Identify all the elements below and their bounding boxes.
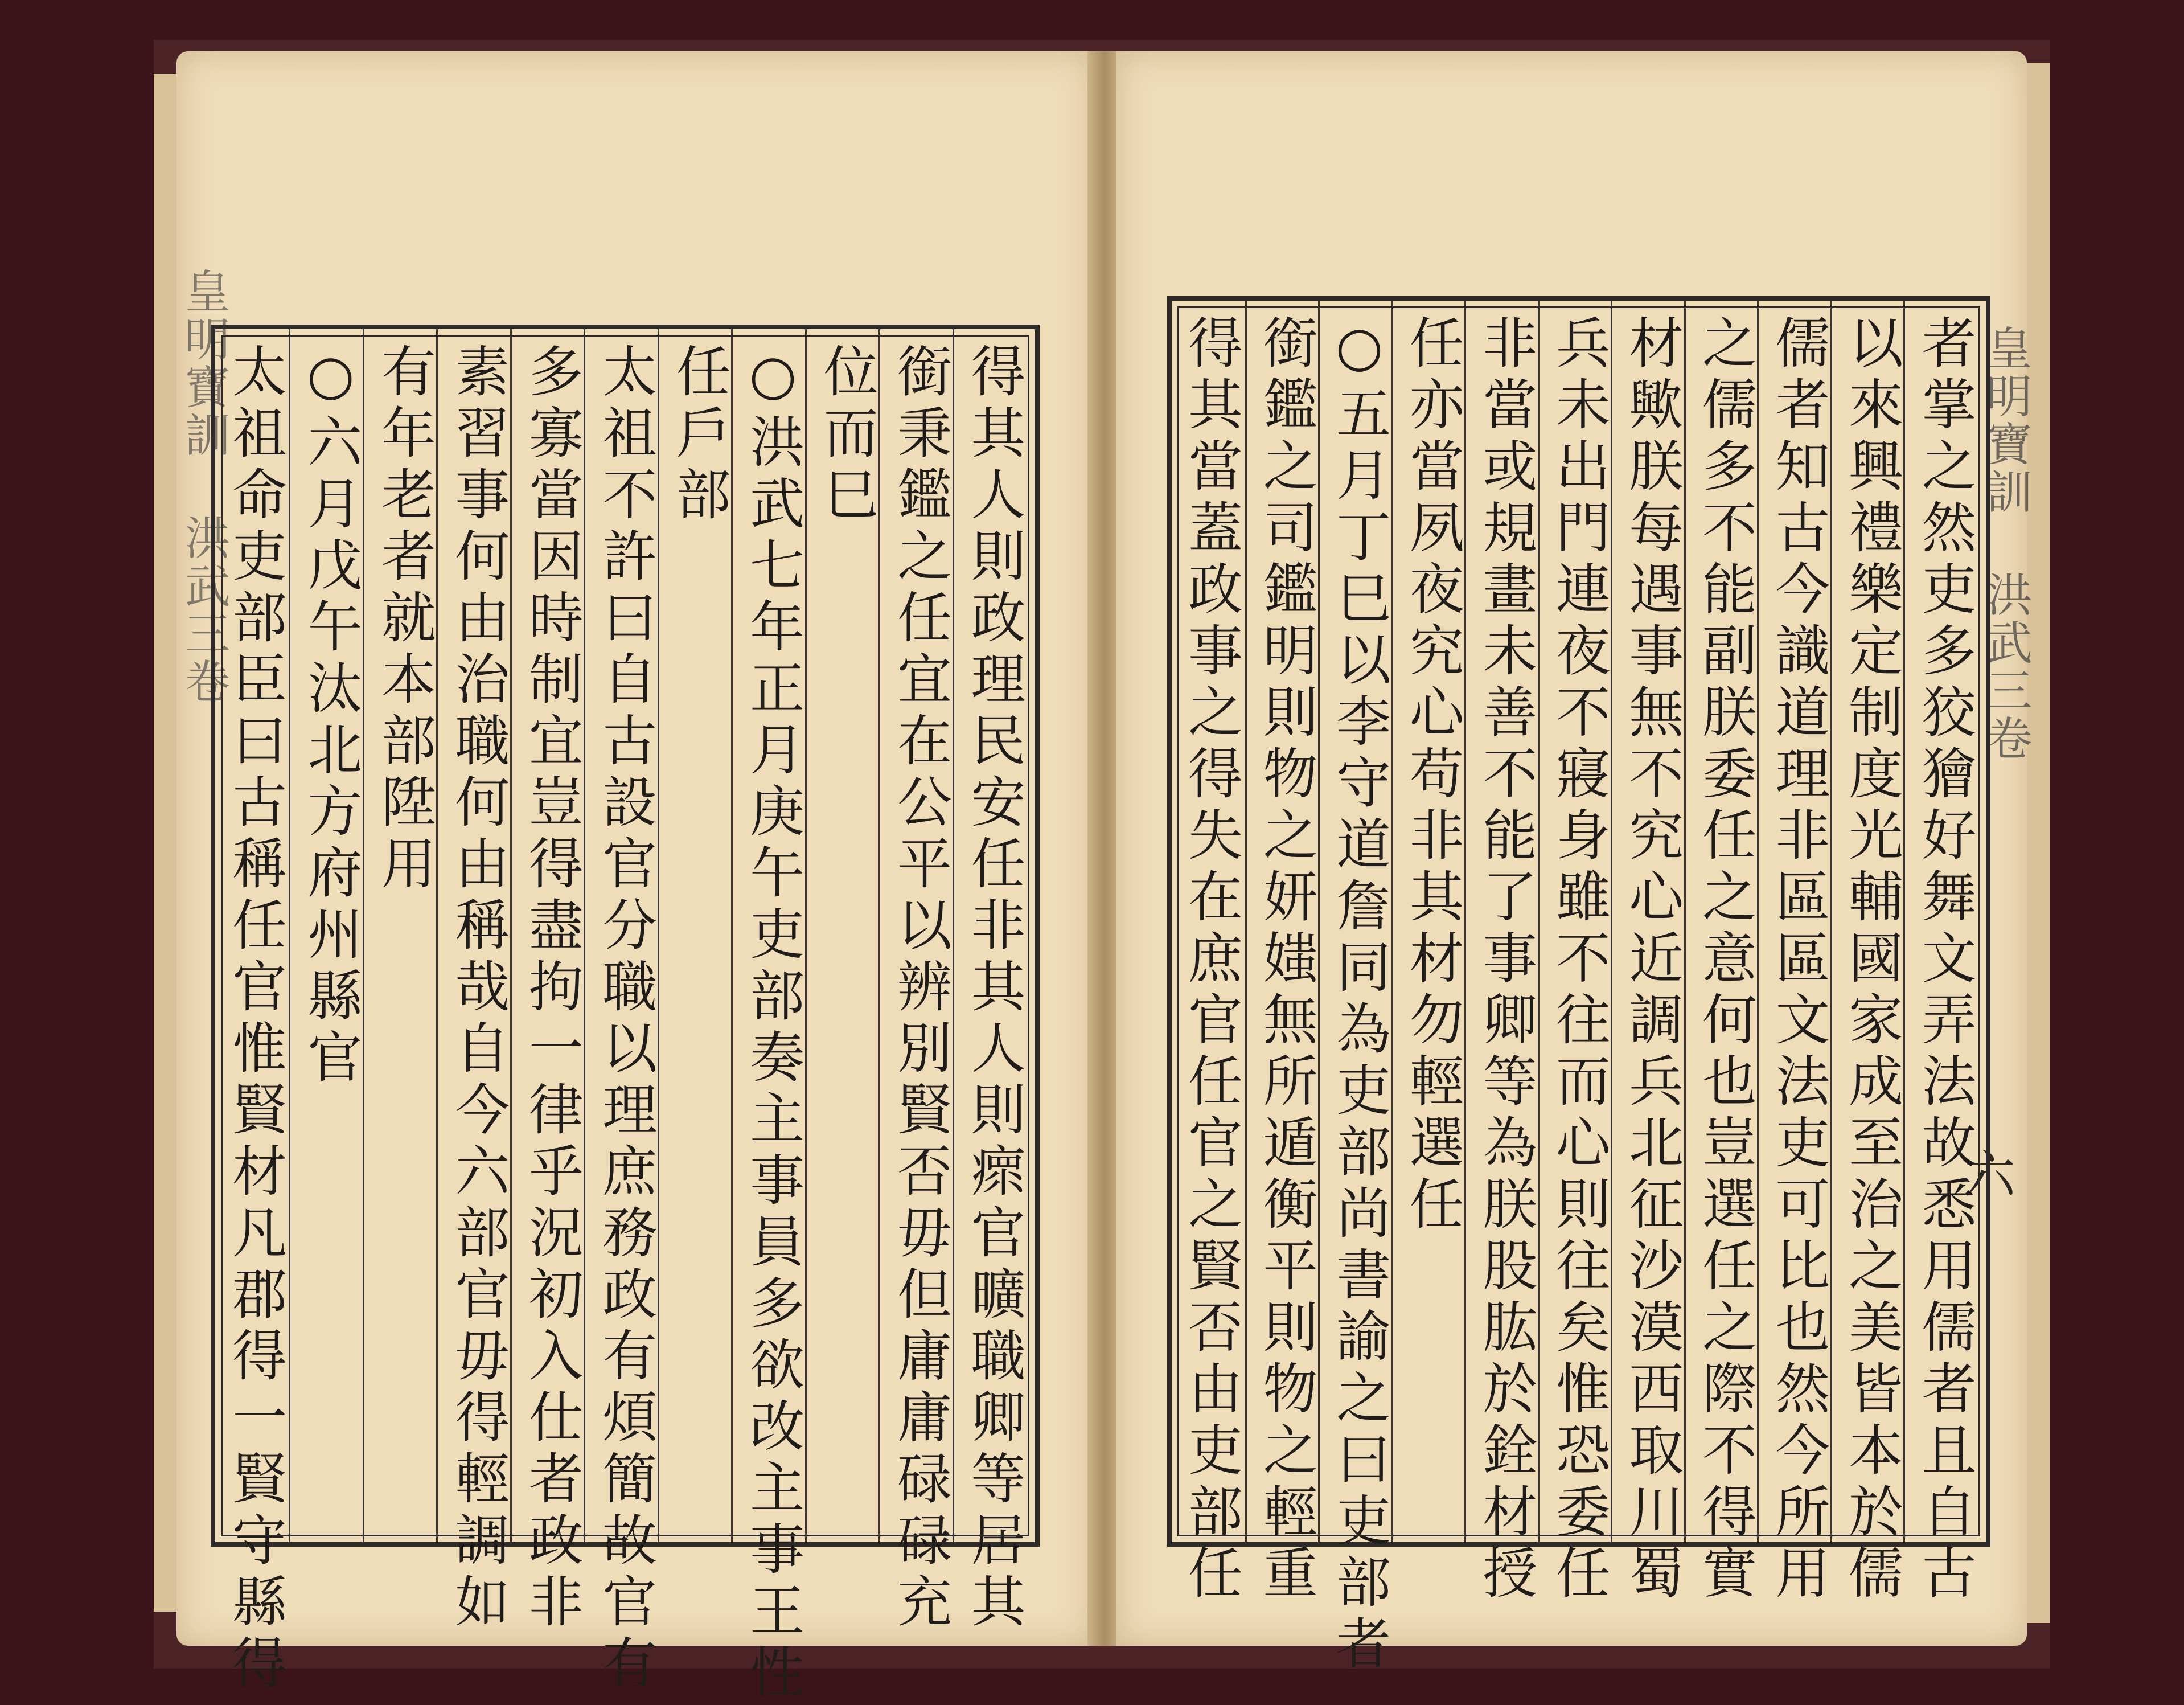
column-text: 者掌之然吏多狡獪好舞文弄法故悉用儒者且自古 [1912, 314, 1977, 1606]
column-text: 任戶部 [667, 343, 732, 527]
text-column [1684, 301, 1759, 1606]
left-page [176, 51, 1093, 1705]
text-column [1611, 301, 1686, 1606]
column-text: 有年老者就本部陞用 [372, 343, 437, 896]
column-text: 儒者知古今識道理非區區文法吏可比也然今所用 [1766, 314, 1830, 1606]
right-edge-label: 皇明寶訓 洪武三卷 [1979, 325, 2032, 763]
text-column [953, 329, 1028, 1634]
column-text: 太祖命吏部臣曰古稱任官惟賢材凡郡得一賢守縣得 [223, 343, 288, 1696]
right-text-frame [1167, 296, 1990, 1677]
column-text: 得其當蓋政事之得失在庶官任官之賢否由吏部任 [1179, 314, 1243, 1606]
text-column [363, 329, 438, 1542]
text-column [1172, 301, 1245, 1606]
column-text: 多寡當因時制宜豈得盡拘一律乎況初入仕者政非 [520, 343, 584, 1634]
text-column [731, 329, 806, 1705]
left-edge-label: 皇明寶訓 洪武三卷 [177, 268, 230, 706]
column-text: 得其人則政理民安任非其人則瘝官曠職卿等居其 [962, 343, 1026, 1634]
column-text: 以來興禮樂定制度光輔國家成至治之美皆本於儒 [1840, 314, 1904, 1606]
column-text: 太祖不許曰自古設官分職以理庶務政有煩簡故官有 [593, 343, 658, 1696]
text-column [436, 329, 511, 1634]
column-text: 兵未出門連夜不寢身雖不往而心則往矣惟恐委任 [1547, 314, 1611, 1606]
text-column [1830, 301, 1906, 1606]
text-column [1391, 301, 1467, 1542]
book-spread [154, 40, 2050, 1705]
column-text: ○洪武七年正月庚午吏部奏主事員多欲改主事王性 [741, 343, 805, 1705]
column-text: 位而巳 [815, 343, 879, 527]
text-column [510, 329, 585, 1634]
column-text: ○五月丁巳以李守道詹同為吏部尚書諭之曰吏部者 [1327, 314, 1391, 1677]
text-column [1538, 301, 1613, 1606]
column-text: 任亦當夙夜究心苟非其材勿輕選任 [1401, 314, 1465, 1237]
text-column [215, 329, 289, 1696]
text-column [584, 329, 659, 1696]
left-text-frame [211, 325, 1040, 1705]
right-page [1116, 51, 2032, 1677]
page-number: 六 [1964, 1145, 2015, 1205]
text-column [1903, 301, 1978, 1606]
column-text: 銜秉鑑之任宜在公平以辨別賢否毋但庸庸碌碌充 [888, 343, 953, 1634]
text-column [1245, 301, 1320, 1606]
text-column [1318, 301, 1393, 1677]
text-column [289, 329, 364, 1542]
column-text: 銜鑑之司鑑明則物之妍媸無所遁衡平則物之輕重 [1254, 314, 1319, 1606]
text-column [658, 329, 733, 1542]
text-column [1757, 301, 1832, 1606]
column-text: 之儒多不能副朕委任之意何也豈選任之際不得實 [1693, 314, 1758, 1606]
text-column [805, 329, 880, 1542]
column-text: 素習事何由治職何由稱哉自今六部官毋得輕調如 [446, 343, 510, 1634]
text-column [878, 329, 954, 1634]
text-column [1464, 301, 1540, 1606]
column-text: ○六月戊午汰北方府州縣官 [298, 343, 363, 1090]
column-text: 非當或規畫未善不能了事卿等為朕股肱於銓材授 [1473, 314, 1538, 1606]
column-text: 材歟朕每遇事無不究心近調兵北征沙漠西取川蜀 [1620, 314, 1684, 1606]
